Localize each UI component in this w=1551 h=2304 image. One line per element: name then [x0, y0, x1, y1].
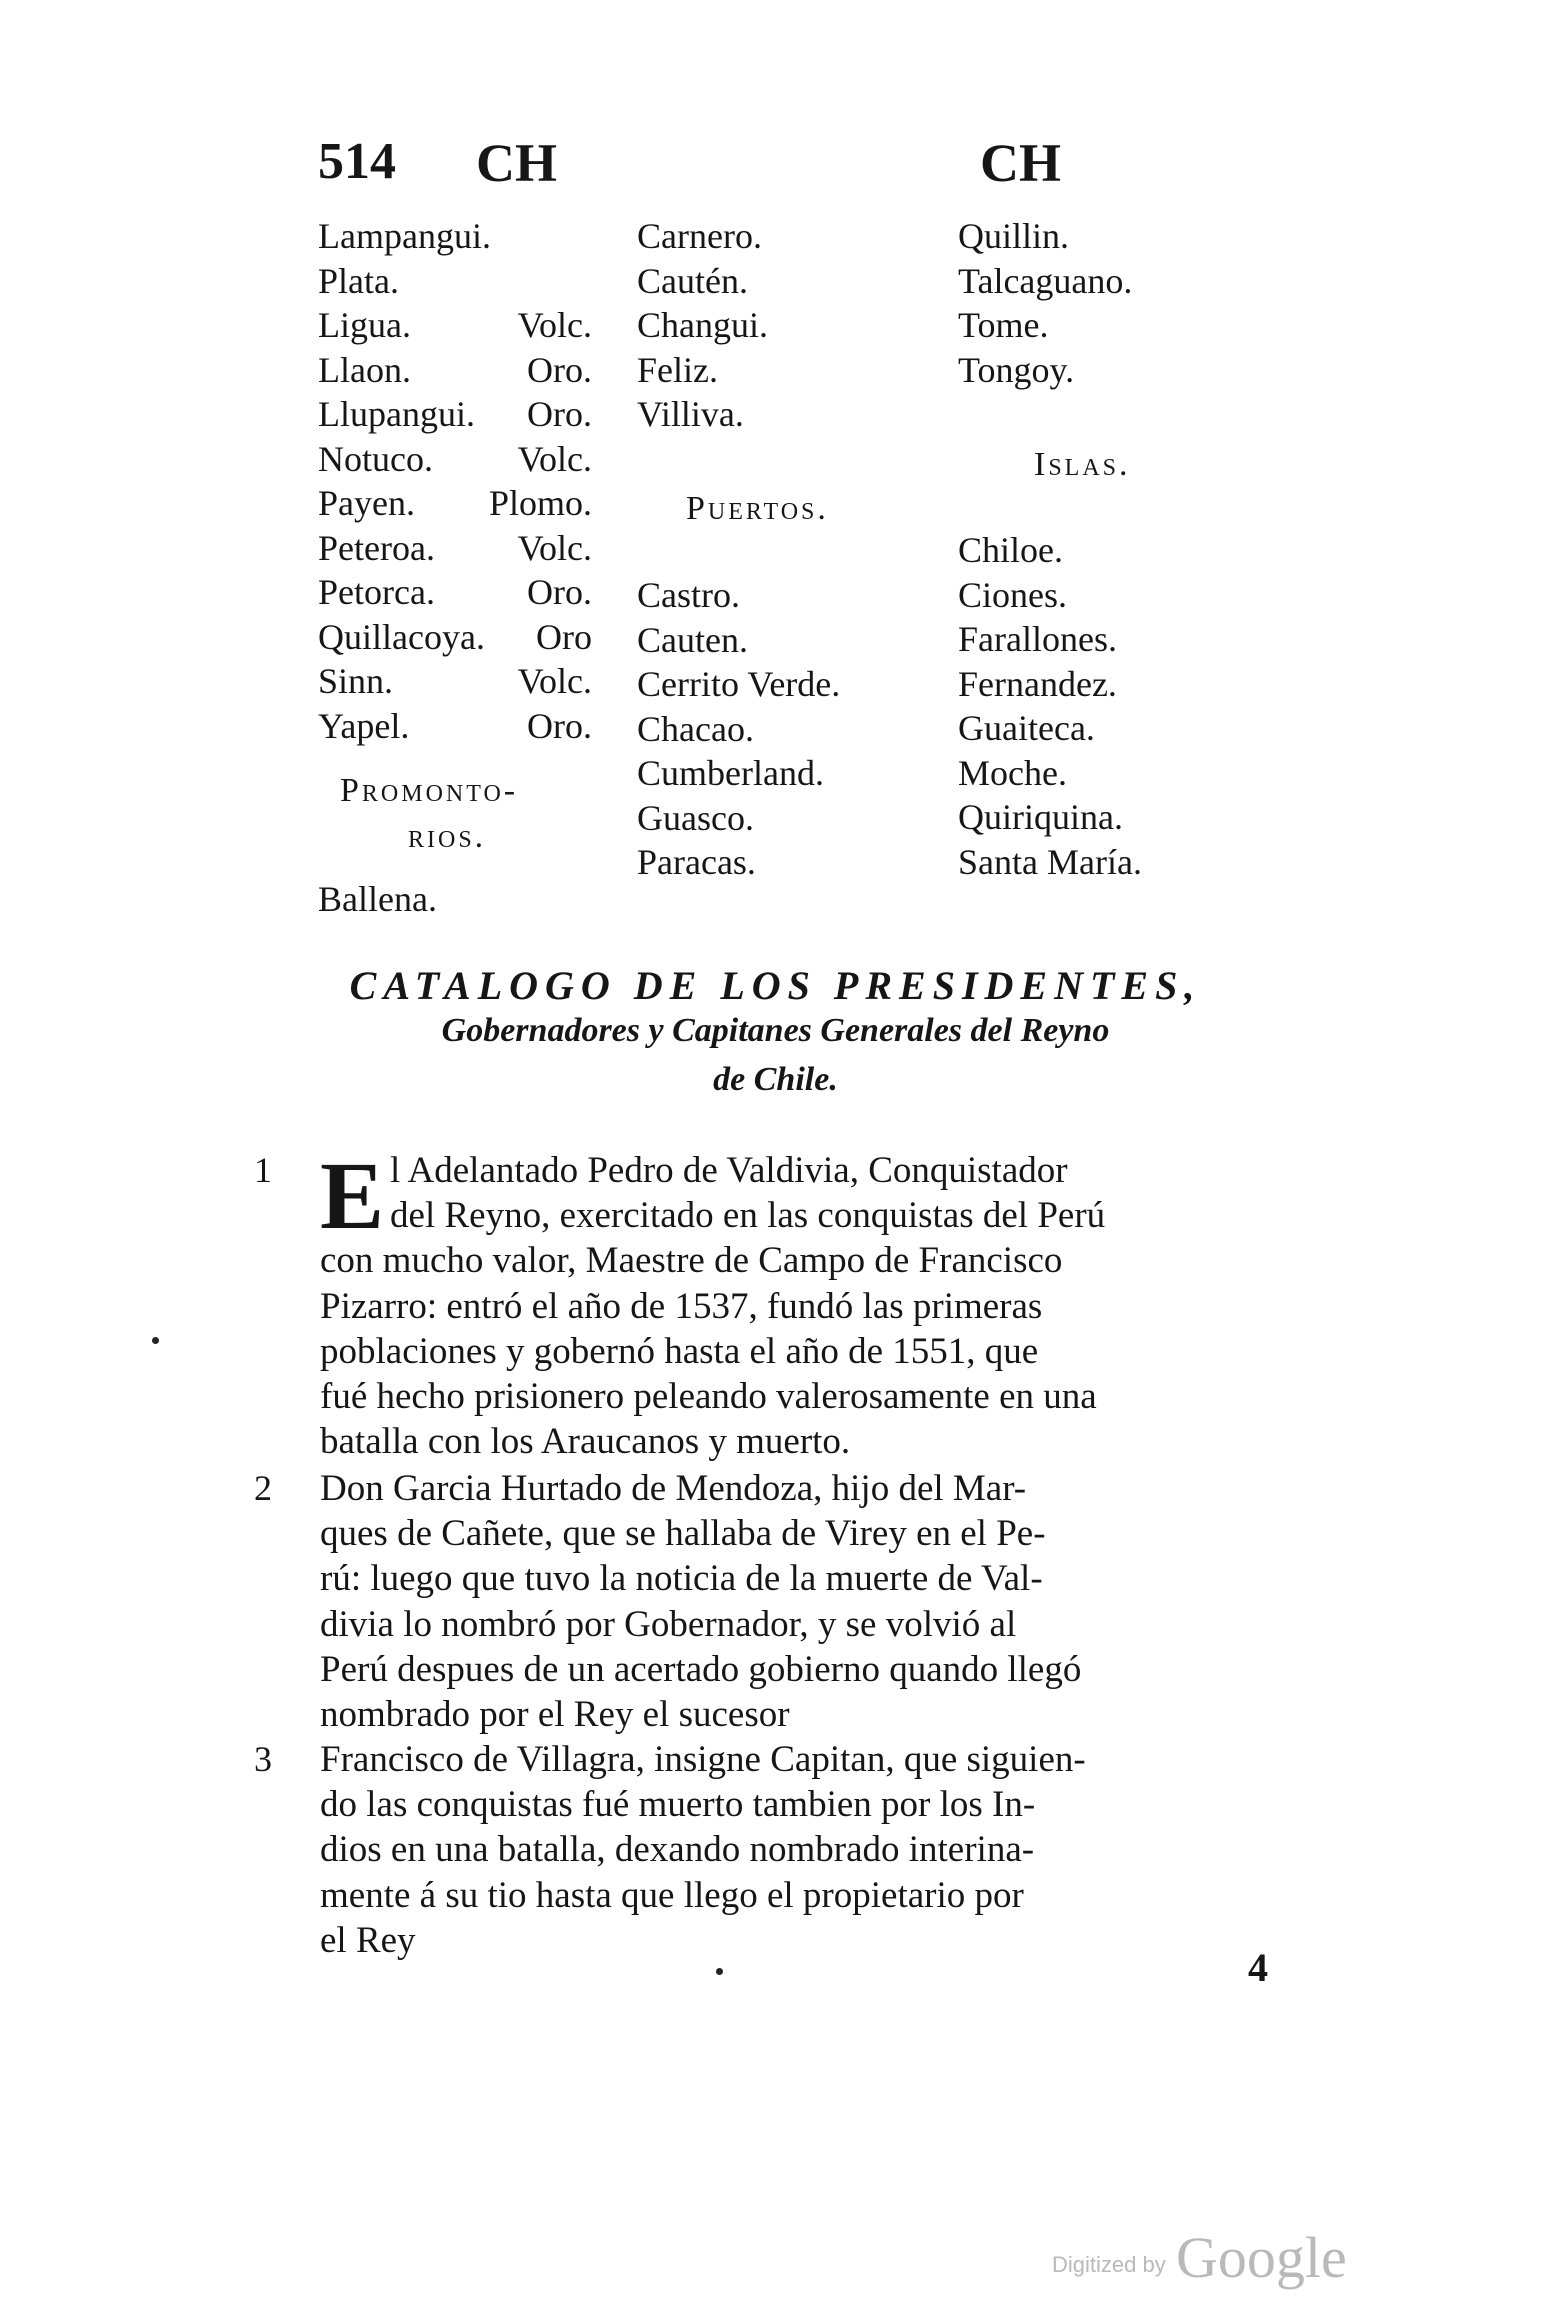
list-item: Villiva. [637, 394, 744, 434]
place-name: Notuco. [318, 438, 433, 479]
column-1-list [318, 214, 592, 748]
entry-line: del Reyno, exercitado en las conquistas del Perú [390, 1195, 1106, 1237]
list-item [318, 437, 592, 482]
entry-line: mente á su tio hasta que llego el propietario por [320, 1874, 1024, 1916]
list-item: Chiloe. [958, 530, 1063, 570]
column-3-list-top [958, 214, 1132, 392]
catalog-subtitle-line1: Gobernadores y Capitanes Generales del Reyno [441, 1012, 1110, 1049]
place-note: Oro. [527, 349, 592, 390]
entry-line: dios en una batalla, dexando nombrado interina- [320, 1829, 1035, 1871]
list-item [318, 303, 592, 348]
list-item-ballena: Ballena. [318, 879, 437, 919]
column-2-list-bottom [637, 573, 840, 885]
list-item: Guasco. [637, 797, 754, 838]
puertos-heading: Puertos. [686, 490, 829, 527]
catalog-entry-2 [320, 1466, 1290, 1737]
page-number: 514 [318, 133, 396, 190]
entry-line: Francisco de Villagra, insigne Capitan, que siguien- [320, 1739, 1086, 1780]
list-item [318, 259, 592, 304]
list-item [318, 570, 592, 615]
entry-line: rú: luego que tuvo la noticia de la muerte de Val- [320, 1558, 1043, 1600]
place-name: Llaon. [318, 349, 411, 390]
place-name: Petorca. [318, 572, 435, 612]
place-note: Oro. [527, 705, 592, 746]
left-running-head: CH [476, 133, 557, 193]
list-item: Castro. [637, 575, 740, 615]
list-item: Cautén. [637, 260, 748, 301]
list-item [318, 348, 592, 393]
place-note: Volc. [517, 305, 592, 345]
entry-line: ques de Cañete, que se hallaba de Virey en el Pe- [320, 1513, 1046, 1555]
catalog-entry-1 [320, 1142, 1290, 1464]
list-item [318, 659, 592, 704]
entry-line: Pizarro: entró el año de 1537, fundó las primeras [320, 1285, 1043, 1327]
place-note: Oro. [527, 394, 592, 434]
place-name: Peteroa. [318, 527, 435, 568]
list-item: Quillin. [958, 216, 1070, 256]
digitized-by-label: Digitized by [1052, 2252, 1166, 2277]
list-item [318, 214, 592, 259]
entry-line: divia lo nombró por Gobernador, y se volvió al [320, 1603, 1017, 1645]
list-item: Paracas. [637, 842, 756, 882]
google-logo: Google [1176, 2225, 1347, 2290]
list-item [318, 704, 592, 749]
list-item [318, 526, 592, 571]
catalog-subtitle-line2: de Chile. [713, 1061, 838, 1098]
list-item [318, 481, 592, 526]
list-item: Carnero. [637, 216, 762, 256]
place-note: Volc. [517, 438, 592, 479]
entry-line: fué hecho prisionero peleando valerosamente en una [320, 1376, 1097, 1418]
list-item: Guaiteca. [958, 708, 1095, 748]
list-item: Ciones. [958, 574, 1068, 615]
place-name: Lampangui. [318, 216, 491, 256]
right-running-head: CH [980, 133, 1061, 193]
list-item: Talcaguano. [958, 260, 1133, 301]
list-item: Farallones. [958, 619, 1117, 659]
place-note: Oro. [527, 572, 592, 612]
place-note: Volc. [517, 661, 592, 701]
place-note: Volc. [517, 527, 592, 568]
entry-line: poblaciones y gobernó hasta el año de 1551, que [320, 1330, 1039, 1372]
column-3-list-bottom [958, 528, 1142, 884]
list-item: Cumberland. [637, 753, 824, 793]
place-name: Yapel. [318, 705, 410, 746]
entry-line: batalla con los Araucanos y muerto. [320, 1421, 851, 1463]
place-note: Oro [536, 616, 592, 657]
list-item: Cerrito Verde. [637, 664, 841, 704]
list-item: Cauten. [637, 619, 748, 660]
place-note: Plomo. [488, 483, 592, 523]
list-item: Changui. [637, 305, 768, 345]
entry-line: nombrado por el Rey el sucesor [320, 1694, 790, 1736]
list-item: Tongoy. [958, 349, 1075, 390]
list-item: Moche. [958, 752, 1067, 793]
place-name: Ligua. [318, 305, 411, 345]
promontorios-heading-line2: rios. [408, 818, 487, 855]
entry-line: do las conquistas fué muerto tambien por los In- [320, 1784, 1036, 1826]
list-item: Feliz. [637, 349, 718, 390]
catalog-entry-3 [320, 1737, 1290, 1963]
entry-number-1: 1 [254, 1150, 272, 1190]
islas-heading: Islas. [1034, 446, 1131, 483]
entry-line: con mucho valor, Maestre de Campo de Francisco [320, 1240, 1063, 1282]
list-item: Fernandez. [958, 663, 1117, 704]
place-name: Quillacoya. [318, 616, 485, 657]
catalog-title: CATALOGO DE LOS PRESIDENTES, [349, 963, 1202, 1008]
entry-line: Don Garcia Hurtado de Mendoza, hijo del Mar- [320, 1468, 1027, 1509]
list-item: Chacao. [637, 708, 754, 749]
place-name: Llupangui. [318, 394, 475, 434]
list-item [318, 392, 592, 437]
entry-line: el Rey [320, 1919, 416, 1961]
list-item: Santa María. [958, 841, 1142, 882]
margin-dot [152, 1337, 159, 1344]
place-name: Plata. [318, 260, 399, 301]
list-item [318, 615, 592, 660]
drop-cap: E [320, 1142, 385, 1249]
entry-number-3: 3 [254, 1739, 272, 1779]
signature-mark: 4 [1248, 1945, 1268, 1990]
place-name: Payen. [318, 483, 415, 523]
entry-line: l Adelantado Pedro de Valdivia, Conquistador [390, 1150, 1068, 1191]
column-2-list-top [637, 214, 768, 437]
entry-number-2: 2 [254, 1468, 272, 1508]
place-name: Sinn. [318, 661, 394, 701]
entry-line: Perú despues de un acertado gobierno quando llegó [320, 1648, 1082, 1690]
list-item: Quiriquina. [958, 797, 1123, 837]
promontorios-heading-line1: Promonto- [340, 772, 519, 809]
center-dot [716, 1968, 723, 1975]
list-item: Tome. [958, 305, 1049, 345]
